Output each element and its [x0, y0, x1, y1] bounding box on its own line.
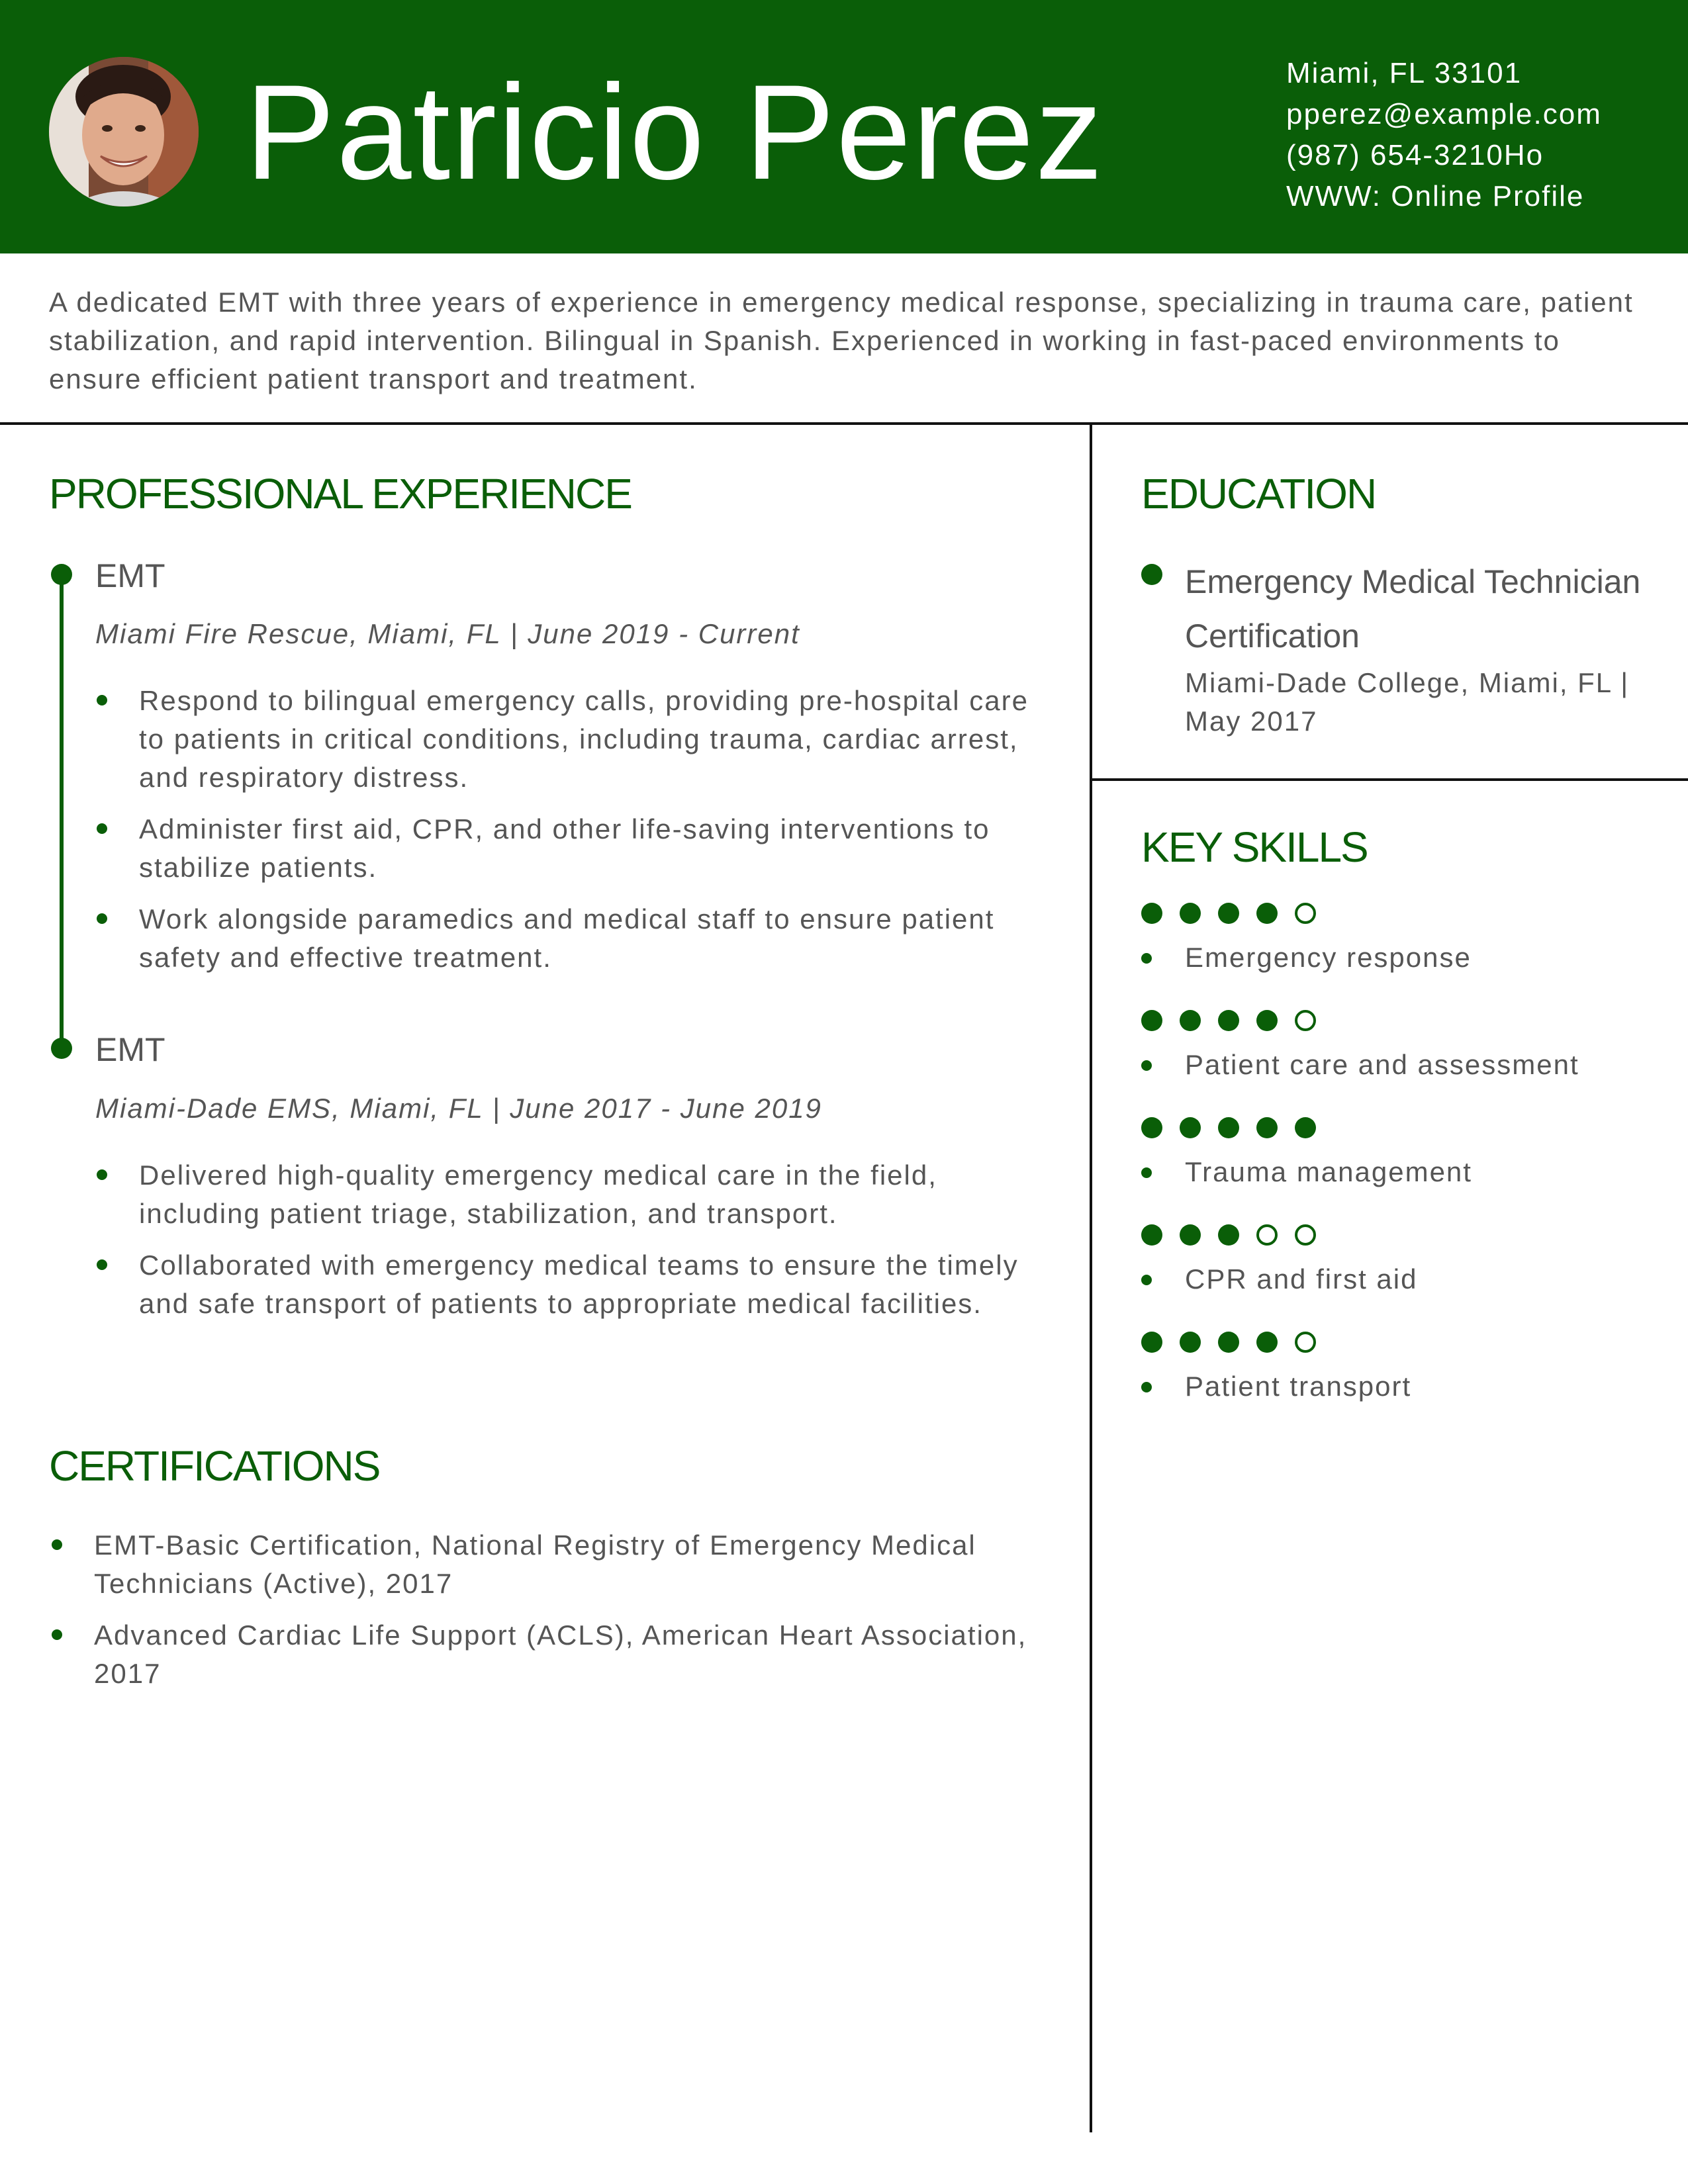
rating-dot-filled: [1141, 1010, 1162, 1031]
skill-bullet: [1141, 953, 1152, 964]
certifications-heading: CERTIFICATIONS: [49, 1442, 380, 1490]
rating-dot-filled: [1180, 1332, 1201, 1353]
skill-name: CPR and first aid: [1185, 1263, 1418, 1295]
certification-item: EMT-Basic Certification, National Registry of Emergency Medical Technicians (Active), 2017: [94, 1526, 1047, 1603]
skill-item: [1141, 1117, 1644, 1224]
education-heading: EDUCATION: [1141, 470, 1376, 518]
certification-item: Advanced Cardiac Life Support (ACLS), American Heart Association, 2017: [94, 1616, 1047, 1693]
rating-dot-filled: [1218, 1117, 1239, 1138]
rating-dot-filled: [1256, 1332, 1278, 1353]
skill-bullet: [1141, 1167, 1152, 1178]
rating-dot-empty: [1295, 1332, 1316, 1353]
job-bullet: Collaborated with emergency medical teams to ensure the timely and safe transport of patients to appropriate medical facilities.: [139, 1246, 1053, 1323]
contact-location: Miami, FL 33101: [1286, 57, 1523, 89]
skill-bullet: [1141, 1382, 1152, 1392]
rating-dot-filled: [1141, 1224, 1162, 1246]
rating-dot-filled: [1256, 903, 1278, 924]
rating-dot-filled: [1295, 1117, 1316, 1138]
job-title: EMT: [95, 1031, 165, 1068]
candidate-name: Patricio Perez: [245, 57, 1104, 208]
education-meta: Miami-Dade College, Miami, FL | May 2017: [1185, 667, 1630, 737]
skill-item: [1141, 903, 1644, 1010]
timeline-line: [60, 573, 64, 1050]
education-bullet: [1141, 564, 1162, 585]
skill-item: [1141, 1224, 1644, 1332]
rating-dot-empty: [1256, 1224, 1278, 1246]
contact-website[interactable]: WWW: Online Profile: [1286, 180, 1585, 212]
skill-name: Patient transport: [1185, 1371, 1412, 1402]
rating-dot-filled: [1180, 1224, 1201, 1246]
rating-dot-filled: [1218, 1224, 1239, 1246]
summary: A dedicated EMT with three years of experience in emergency medical response, specializing in trauma care, patient stabilization, and rapid intervention. Bilingual in Spanish. Experienced in working in fast-paced environments to ensure efficient patient transport and treatment.: [49, 287, 1634, 394]
rating-dot-filled: [1256, 1010, 1278, 1031]
education-degree: Emergency Medical Technician Certification: [1185, 563, 1641, 655]
rating-dot-filled: [1180, 1117, 1201, 1138]
header-band: [0, 0, 1688, 253]
rating-dot-empty: [1295, 1224, 1316, 1246]
skill-item: [1141, 1332, 1644, 1439]
rating-dot-filled: [1218, 903, 1239, 924]
rating-dot-filled: [1180, 1010, 1201, 1031]
job-bullet: Delivered high-quality emergency medical care in the field, including patient triage, stabilization, and transport.: [139, 1156, 1053, 1233]
profile-photo: [49, 57, 199, 206]
job-meta: Miami-Dade EMS, Miami, FL | June 2017 - June 2019: [95, 1093, 822, 1124]
skills-heading: KEY SKILLS: [1141, 823, 1368, 871]
divider-sidebar: [1090, 778, 1688, 781]
timeline-dot: [51, 1038, 72, 1059]
skill-bullet: [1141, 1060, 1152, 1071]
experience-heading: PROFESSIONAL EXPERIENCE: [49, 470, 632, 518]
job-bullets: [139, 682, 1053, 990]
skill-bullet: [1141, 1275, 1152, 1285]
skill-name: Emergency response: [1185, 942, 1472, 973]
divider-top: [0, 422, 1688, 425]
rating-dot-filled: [1218, 1010, 1239, 1031]
job-bullet: Work alongside paramedics and medical staff to ensure patient safety and effective treatment.: [139, 900, 1053, 977]
job-meta: Miami Fire Rescue, Miami, FL | June 2019 - Current: [95, 618, 800, 649]
rating-dot-filled: [1256, 1117, 1278, 1138]
rating-dot-filled: [1180, 903, 1201, 924]
job-bullet: Administer first aid, CPR, and other life-saving interventions to stabilize patients.: [139, 810, 1053, 887]
certification-list: [94, 1526, 1047, 1706]
timeline-dot: [51, 564, 72, 585]
rating-dot-filled: [1141, 903, 1162, 924]
rating-dot-empty: [1295, 903, 1316, 924]
job-bullets: [139, 1156, 1053, 1336]
skill-item: [1141, 1010, 1644, 1117]
contact-phone: (987) 654-3210Ho: [1286, 139, 1544, 171]
skill-name: Patient care and assessment: [1185, 1049, 1579, 1080]
rating-dot-filled: [1141, 1117, 1162, 1138]
contact-block: [1286, 53, 1602, 217]
divider-vertical: [1090, 422, 1092, 2132]
job-bullet: Respond to bilingual emergency calls, providing pre-hospital care to patients in critical conditions, including trauma, cardiac arrest, and respiratory distress.: [139, 682, 1053, 797]
skill-name: Trauma management: [1185, 1156, 1472, 1187]
contact-email[interactable]: pperez@example.com: [1286, 98, 1602, 130]
rating-dot-filled: [1141, 1332, 1162, 1353]
job-title: EMT: [95, 557, 165, 594]
rating-dot-empty: [1295, 1010, 1316, 1031]
rating-dot-filled: [1218, 1332, 1239, 1353]
